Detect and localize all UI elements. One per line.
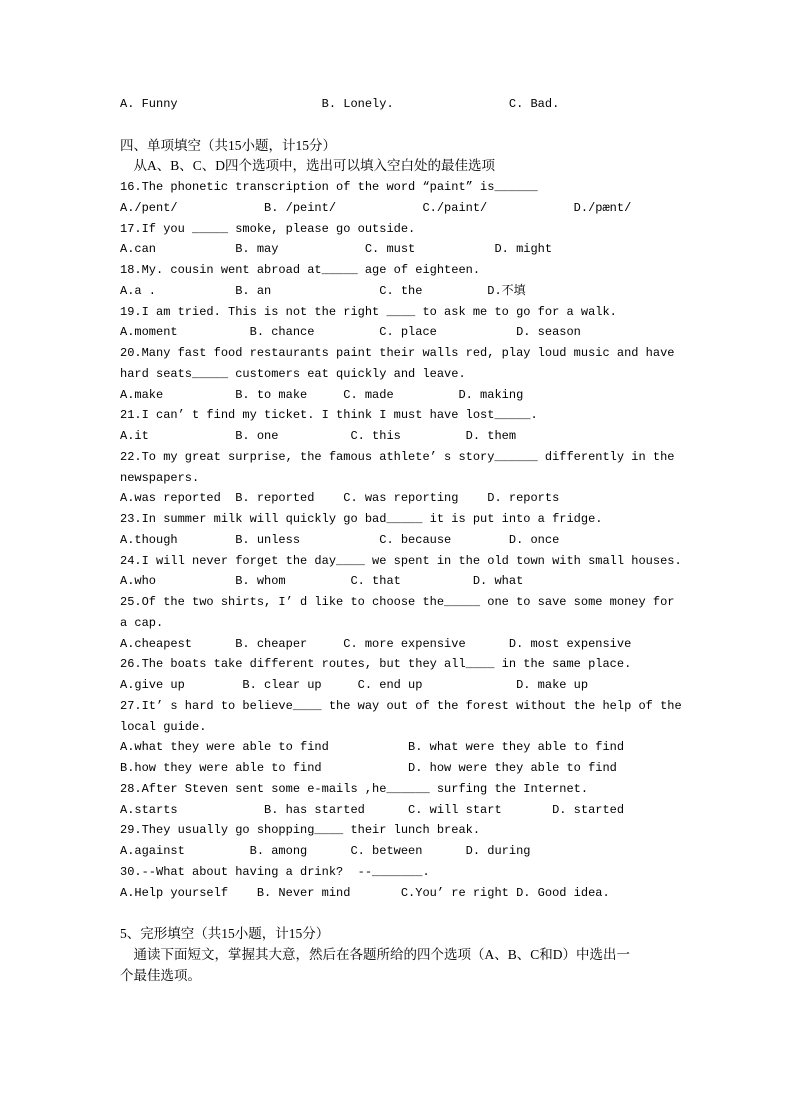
- question-28-options: A.starts B. has started C. will start D. started: [120, 802, 625, 817]
- blank-line: [120, 903, 750, 924]
- question-20-options: A.make B. to make C. made D. making: [120, 387, 524, 402]
- question-30-text: 30.--What about having a drink? --_______.: [120, 864, 430, 879]
- question-27-text-line-1: 27.It’ s hard to believe____ the way out of the forest without the help of the: [120, 698, 682, 713]
- question-18-text: 18.My. cousin went abroad at_____ age of eighteen.: [120, 263, 481, 277]
- question-17-text: 17.If you _____ smoke, please go outside.: [120, 221, 416, 236]
- question-26-options: A.give up B. clear up C. end up D. make up: [120, 678, 589, 692]
- section-heading-multiple-choice: 四、单项填空（共15小题，计15分）: [120, 137, 336, 153]
- section-instruction-multiple-choice: 从A、B、C、D四个选项中，选出可以填入空白处的最佳选项: [120, 158, 496, 174]
- question-24-text: 24.I will never forget the day____ we spent in the old town with small houses.: [120, 553, 682, 568]
- question-23-options: A.though B. unless C. because D. once: [120, 532, 560, 547]
- question-16-text: 16.The phonetic transcription of the word “paint” is______: [120, 180, 538, 194]
- question-19-text: 19.I am tried. This is not the right ____ to ask me to go for a walk.: [120, 304, 617, 319]
- question-23-text: 23.In summer milk will quickly go bad_____ it is put into a fridge.: [120, 512, 603, 526]
- question-29-text: 29.They usually go shopping____ their lunch break.: [120, 823, 481, 838]
- prev-question-options-row: A. Funny B. Lonely. C. Bad.: [120, 97, 560, 111]
- section-heading-cloze: 5、完形填空（共15小题，计15分）: [120, 926, 330, 941]
- question-22-text-line-1: 22.To my great surprise, the famous athlete’ s story______ differently in the: [120, 449, 675, 464]
- section-instruction-cloze-line-2: 个最佳选项。: [120, 967, 201, 983]
- question-17-options: A.can B. may C. must D. might: [120, 242, 553, 257]
- question-25-text-line-2: a cap.: [120, 615, 164, 630]
- question-27-options-line-1: A.what they were able to find B. what were they able to find: [120, 740, 625, 755]
- question-22-options: A.was reported B. reported C. was reporting D. reports: [120, 491, 560, 506]
- question-20-text-line-2: hard seats_____ customers eat quickly and leave.: [120, 366, 466, 381]
- question-29-options: A.against B. among C. between D. during: [120, 844, 531, 858]
- question-27-options-line-2: B.how they were able to find D. how were they able to find: [120, 761, 617, 775]
- question-16-options: A./pent/ B. /peint/ C./paint/ D./pænt/: [120, 200, 632, 215]
- blank-line: [120, 115, 750, 136]
- question-25-text-line-1: 25.Of the two shirts, I’ d like to choose the_____ one to save some money for: [120, 595, 675, 609]
- question-21-options: A.it B. one C. this D. them: [120, 429, 517, 443]
- question-25-options: A.cheapest B. cheaper C. more expensive D. most expensive: [120, 636, 632, 651]
- question-28-text: 28.After Steven sent some e-mails ,he______ surfing the Internet.: [120, 781, 589, 796]
- question-22-text-line-2: newspapers.: [120, 470, 200, 485]
- question-26-text: 26.The boats take different routes, but they all____ in the same place.: [120, 657, 632, 672]
- section-instruction-cloze-line-1: 通读下面短文，掌握其大意，然后在各题所给的四个选项（A、B、C和D）中选出一: [120, 946, 631, 962]
- question-19-options: A.moment B. chance C. place D. season: [120, 325, 581, 340]
- question-21-text: 21.I can’ t find my ticket. I think I must have lost_____.: [120, 408, 538, 423]
- question-18-options: A.a . B. an C. the D.不填: [120, 283, 526, 298]
- question-30-options: A.Help yourself B. Never mind C.You’ re right D. Good idea.: [120, 885, 610, 900]
- exam-text-block: [120, 94, 750, 986]
- question-24-options: A.who B. whom C. that D. what: [120, 574, 524, 589]
- question-20-text-line-1: 20.Many fast food restaurants paint their walls red, play loud music and have: [120, 346, 675, 360]
- question-27-text-line-2: local guide.: [120, 719, 207, 734]
